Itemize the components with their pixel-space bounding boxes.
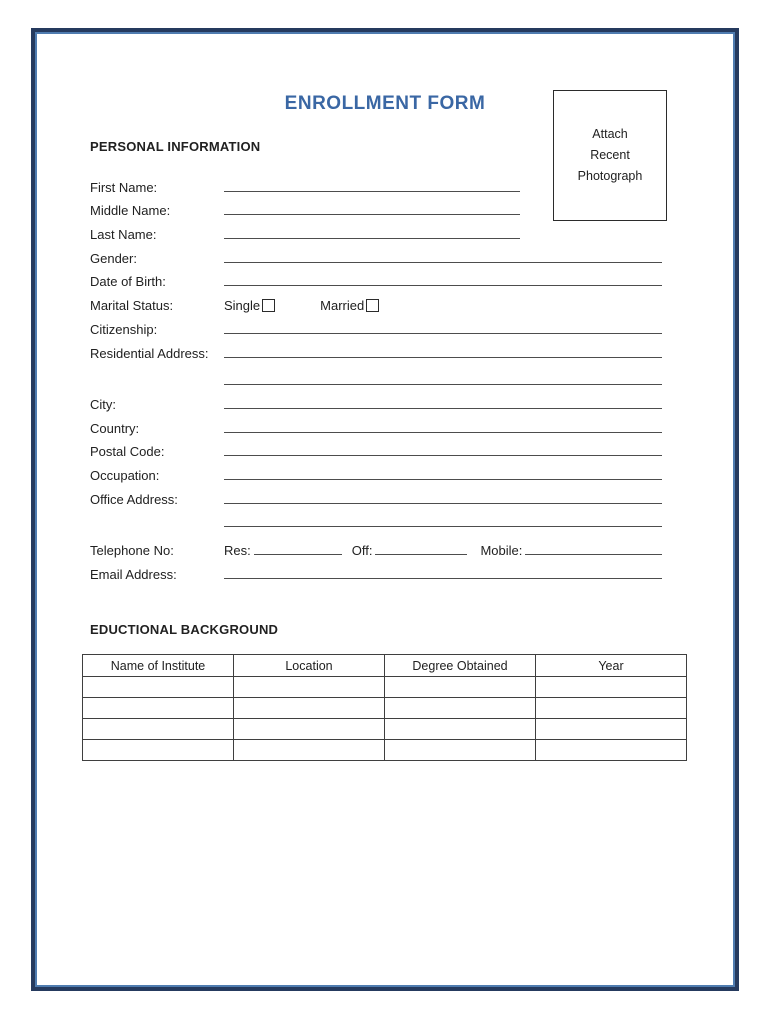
- citizenship-label: Citizenship:: [90, 321, 158, 337]
- personal-information-heading: PERSONAL INFORMATION: [90, 139, 261, 154]
- office-address-input-line-1[interactable]: [224, 503, 662, 504]
- form-title: ENROLLMENT FORM: [284, 93, 486, 114]
- field-row-date-of-birth: [90, 269, 662, 293]
- gender-input-line[interactable]: [224, 262, 662, 263]
- photo-box-line-3: Photograph: [577, 169, 643, 184]
- education-cell-location-1[interactable]: [234, 677, 385, 698]
- field-row-city: [90, 391, 662, 415]
- field-row-occupation: [90, 462, 662, 486]
- residential-address-input-line-2[interactable]: [224, 384, 662, 385]
- single-option-label: Single: [224, 298, 261, 314]
- field-row-marital-status: [90, 292, 662, 316]
- education-cell-degree-2[interactable]: [385, 698, 536, 719]
- postal-code-label: Postal Code:: [90, 444, 165, 460]
- education-cell-institute-4[interactable]: [83, 740, 234, 761]
- education-header-row: [83, 655, 687, 677]
- city-label: City:: [90, 396, 116, 412]
- middle-name-input-line[interactable]: [224, 214, 520, 215]
- field-row-residential-address: [90, 340, 662, 364]
- education-cell-institute-2[interactable]: [83, 698, 234, 719]
- education-heading: EDUCTIONAL BACKGROUND: [90, 622, 279, 637]
- field-row-office-address: [90, 486, 662, 510]
- education-col-location: Location: [234, 655, 385, 677]
- occupation-input-line[interactable]: [224, 479, 662, 480]
- field-row-office-address-cont: [90, 510, 662, 534]
- middle-name-label: Middle Name:: [90, 203, 171, 219]
- education-cell-year-2[interactable]: [536, 698, 687, 719]
- field-row-telephone: [90, 537, 662, 561]
- field-row-last-name: [90, 221, 662, 245]
- education-cell-institute-1[interactable]: [83, 677, 234, 698]
- telephone-res-label: Res:: [224, 543, 251, 558]
- first-name-input-line[interactable]: [224, 191, 520, 192]
- office-address-label: Office Address:: [90, 491, 178, 507]
- education-table: [82, 654, 687, 761]
- education-col-degree: Degree Obtained: [385, 655, 536, 677]
- gender-label: Gender:: [90, 250, 137, 266]
- photo-box-line-1: Attach: [592, 126, 628, 141]
- education-cell-degree-3[interactable]: [385, 719, 536, 740]
- single-checkbox[interactable]: [262, 299, 275, 312]
- residential-address-input-line-1[interactable]: [224, 357, 662, 358]
- education-row-1: [83, 677, 687, 698]
- last-name-label: Last Name:: [90, 227, 157, 243]
- field-row-country: [90, 415, 662, 439]
- telephone-off-input-line[interactable]: [375, 554, 467, 555]
- field-row-email: [90, 561, 662, 585]
- marital-status-label: Marital Status:: [90, 298, 174, 314]
- education-cell-year-3[interactable]: [536, 719, 687, 740]
- residential-address-label: Residential Address:: [90, 345, 209, 361]
- occupation-label: Occupation:: [90, 467, 160, 483]
- education-row-4: [83, 740, 687, 761]
- postal-code-input-line[interactable]: [224, 455, 662, 456]
- country-label: Country:: [90, 420, 140, 436]
- education-row-2: [83, 698, 687, 719]
- email-label: Email Address:: [90, 566, 177, 582]
- office-address-input-line-2[interactable]: [224, 526, 662, 527]
- field-row-citizenship: [90, 316, 662, 340]
- married-checkbox[interactable]: [366, 299, 379, 312]
- education-cell-degree-1[interactable]: [385, 677, 536, 698]
- field-row-postal-code: [90, 439, 662, 463]
- telephone-res-input-line[interactable]: [254, 554, 342, 555]
- country-input-line[interactable]: [224, 432, 662, 433]
- field-row-middle-name: [90, 198, 662, 222]
- education-cell-year-1[interactable]: [536, 677, 687, 698]
- education-row-3: [83, 719, 687, 740]
- date-of-birth-input-line[interactable]: [224, 285, 662, 286]
- education-cell-location-4[interactable]: [234, 740, 385, 761]
- first-name-label: First Name:: [90, 179, 158, 195]
- education-cell-location-2[interactable]: [234, 698, 385, 719]
- education-col-institute: Name of Institute: [83, 655, 234, 677]
- telephone-label: Telephone No:: [90, 543, 174, 558]
- date-of-birth-label: Date of Birth:: [90, 274, 166, 290]
- telephone-off-label: Off:: [351, 543, 373, 558]
- photo-box-line-2: Recent: [590, 147, 630, 162]
- education-col-year: Year: [536, 655, 687, 677]
- personal-fields: [90, 174, 662, 585]
- last-name-input-line[interactable]: [224, 238, 520, 239]
- education-cell-degree-4[interactable]: [385, 740, 536, 761]
- citizenship-input-line[interactable]: [224, 333, 662, 334]
- education-cell-location-3[interactable]: [234, 719, 385, 740]
- education-cell-institute-3[interactable]: [83, 719, 234, 740]
- field-row-gender: [90, 245, 662, 269]
- telephone-mobile-input-line[interactable]: [525, 554, 662, 555]
- field-row-residential-address-cont: [90, 368, 662, 392]
- telephone-mobile-label: Mobile:: [480, 543, 523, 558]
- city-input-line[interactable]: [224, 408, 662, 409]
- field-row-first-name: [90, 174, 662, 198]
- married-option-label: Married: [320, 298, 365, 314]
- education-cell-year-4[interactable]: [536, 740, 687, 761]
- email-input-line[interactable]: [224, 578, 662, 579]
